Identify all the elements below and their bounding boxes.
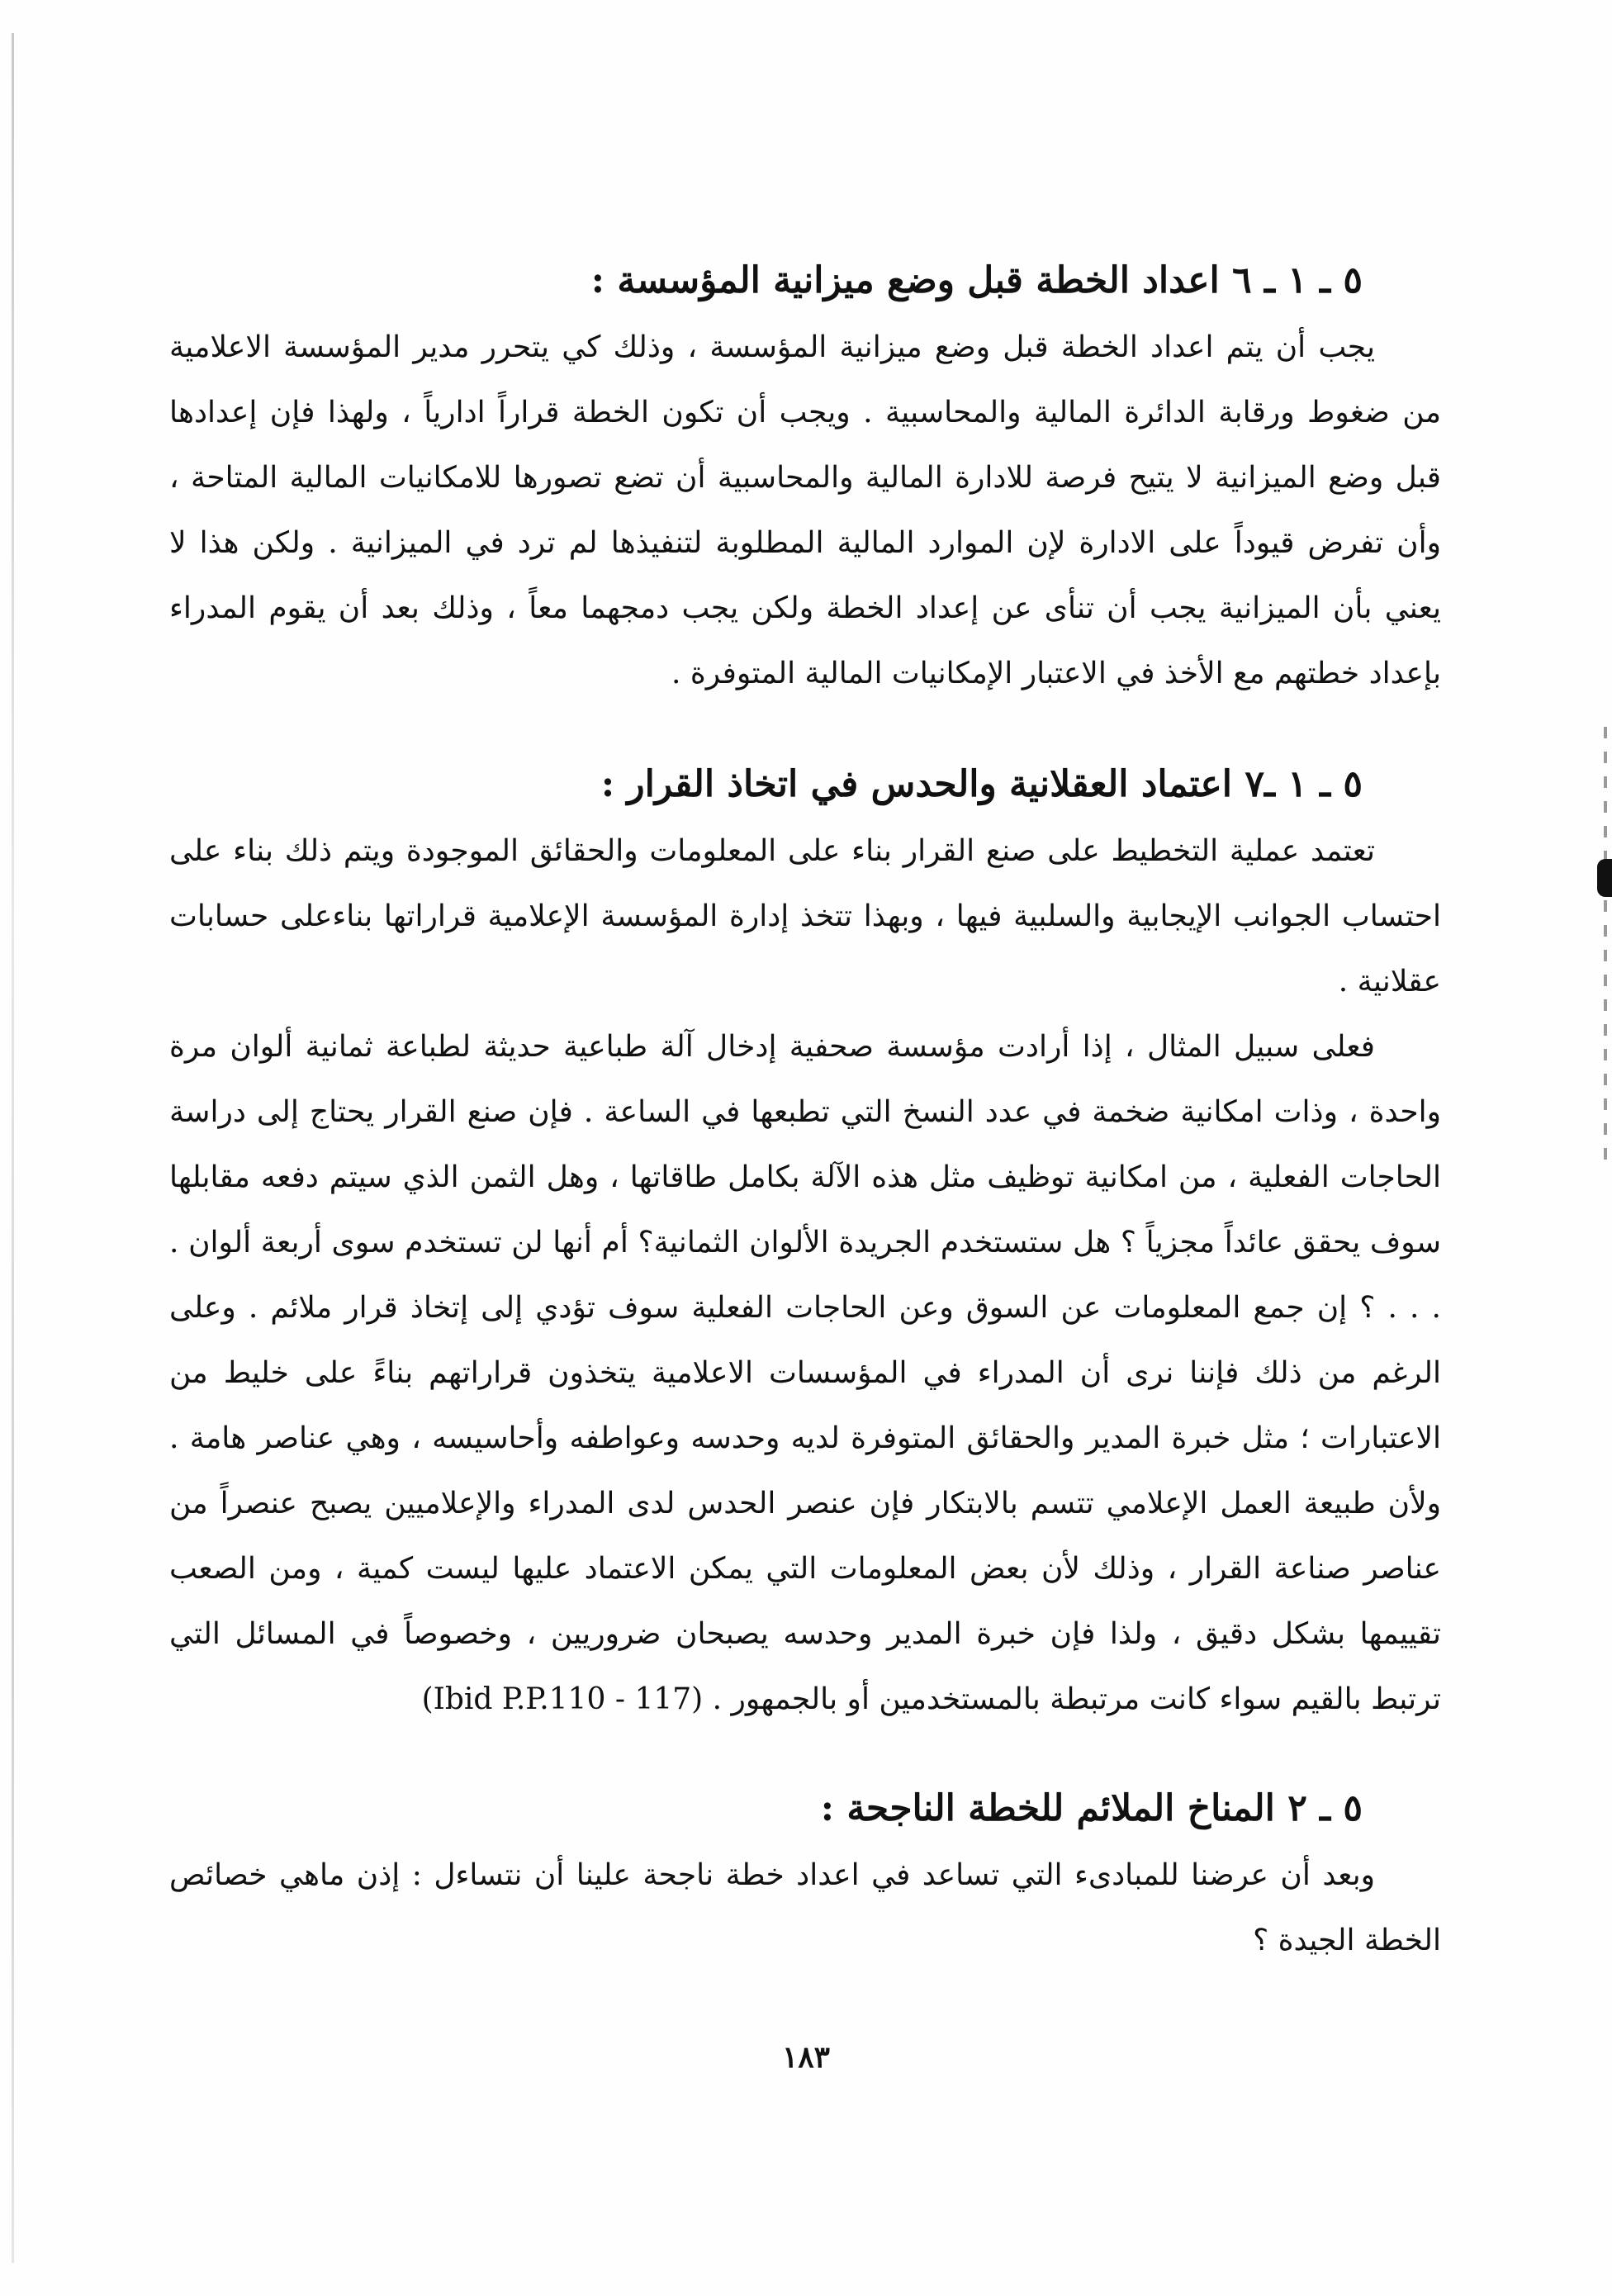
section-paragraph: فعلى سبيل المثال ، إذا أرادت مؤسسة صحفية إدخال آلة طباعية حديثة لطباعة ثمانية ألوان مرة واحدة ، وذات امكانية ضخمة في عدد النسخ التي تطبعها في الساعة . فإن صنع القرار يحتاج إلى دراسة الحاجات الفعلية ، من امكانية توظيف مثل هذه الآلة بكامل طاقاتها ، وهل الثمن الذي سيتم دفعه مقابلها سوف يحقق عائداً مجزياً ؟ هل ستستخدم الجريدة الألوان الثمانية؟ أم أنها لن تستخدم سوى أربعة ألوان . . . . ؟ إن جمع المعلومات عن السوق وعن الحاجات الفعلية سوف تؤدي إلى إتخاذ قرار ملائم . وعلى الرغم من ذلك فإننا نرى أن المدراء في المؤسسات الاعلامية يتخذون قراراتهم بناءً على خليط من الاعتبارات ؛ مثل خبرة المدير والحقائق المتوفرة لديه وحدسه وعواطفه وأحاسيسه ، وهي عناصر هامة . ولأن طبيعة العمل الإعلامي تتسم بالابتكار فإن عنصر الحدس لدى المدراء والإعلاميين يصبح عنصراً من عناصر صناعة القرار ، وذلك لأن بعض المعلومات التي يمكن الاعتماد عليها ليست كمية ، ومن الصعب تقييمها بشكل دقيق ، ولذا فإن خبرة المدير وحدسه يصبحان ضروريين ، وخصوصاً في المسائل التي ترتبط بالقيم سواء كانت مرتبطة بالمستخدمين أو بالجمهور . (117 - Ibid P.P.110) (169, 1030, 1441, 1716)
scan-hole-mark (1597, 859, 1612, 897)
section-paragraph: يجب أن يتم اعداد الخطة قبل وضع ميزانية المؤسسة ، وذلك كي يتحرر مدير المؤسسة الاعلامية من ضغوط ورقابة الدائرة المالية والمحاسبية . ويجب أن تكون الخطة قراراً ادارياً ، ولهذا فإن إعدادها قبل وضع الميزانية لا يتيح فرصة للادارة المالية والمحاسبية أن تضع تصورها للامكانيات المالية المتاحة ، وأن تفرض قيوداً على الادارة لإن الموارد المالية المطلوبة لتنفيذها لم ترد في الميزانية . ولكن هذا لا يعني بأن الميزانية يجب أن تنأى عن إعداد الخطة ولكن يجب دمجهما معاً ، وذلك بعد أن يقوم المدراء بإعداد خطتهم مع الأخذ في الاعتبار الإمكانيات المالية المتوفرة . (169, 330, 1441, 690)
section-heading-5-1-7: ٥ ـ ١ ـ٧ اعتماد العقلانية والحدس في اتخاذ القرار : (600, 763, 1363, 805)
section-heading-5-2: ٥ ـ ٢ المناخ الملائم للخطة الناجحة : (820, 1787, 1363, 1829)
section-paragraph: تعتمد عملية التخطيط على صنع القرار بناء على المعلومات والحقائق الموجودة ويتم ذلك بناء على احتساب الجوانب الإيجابية والسلبية فيها ، وبهذا تتخذ إدارة المؤسسة الإعلامية قراراتها بناءعلى حسابات عقلانية . (169, 834, 1441, 999)
page-number: ١٨٣ (781, 2040, 830, 2075)
section-heading-5-1-6: ٥ ـ ١ ـ ٦ اعداد الخطة قبل وضع ميزانية المؤسسة : (590, 259, 1363, 301)
scan-edge-shadow (12, 33, 14, 2263)
section-paragraph: وبعد أن عرضنا للمبادىء التي تساعد في اعداد خطة ناجحة علينا أن نتساءل : إذن ماهي خصائص الخطة الجيدة ؟ (169, 1858, 1441, 1957)
scan-binding-marks (1604, 727, 1607, 1173)
page-content (169, 252, 1441, 1973)
